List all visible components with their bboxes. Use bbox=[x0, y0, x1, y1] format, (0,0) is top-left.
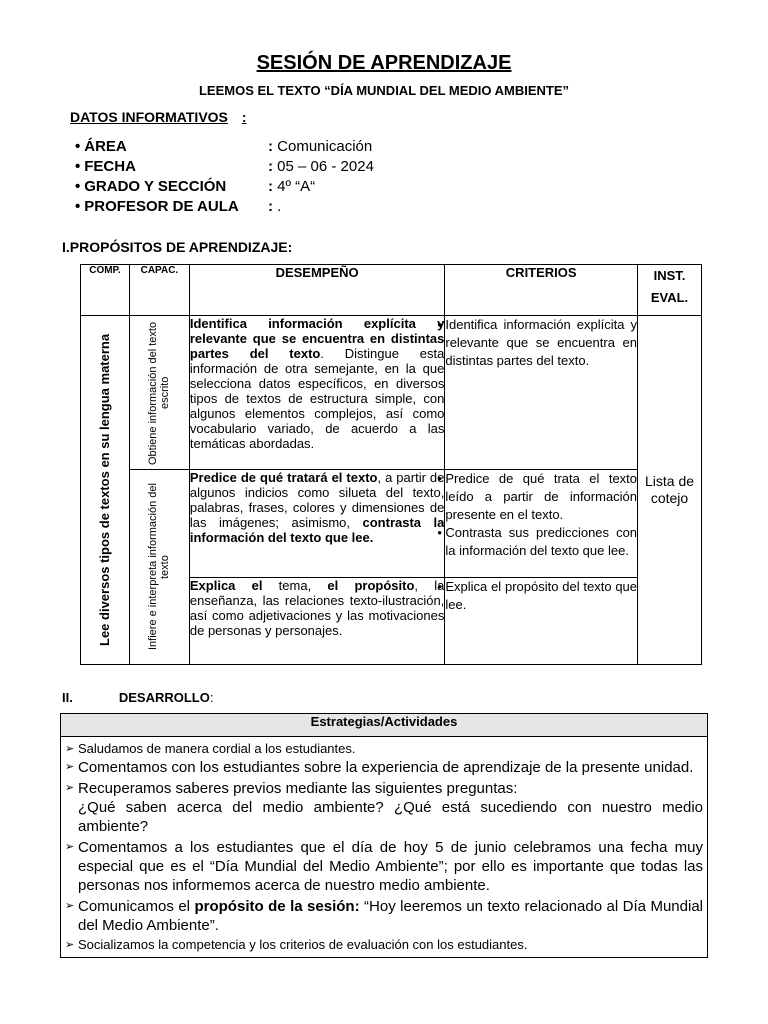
page-title: SESIÓN DE APRENDIZAJE bbox=[256, 52, 512, 74]
desempeno-cell-2: Predice de qué tratará el texto, a partir de algunos indicios como silueta del texto, palabras, frases, colores y dimensiones de las imágenes; asimismo, contrasta la información del texto que lee. bbox=[189, 470, 445, 578]
activity-question: ¿Qué saben acerca del medio ambiente? ¿Qué está sucediendo con nuestro medio ambiente? bbox=[78, 799, 703, 835]
datos-label: DATOS INFORMATIVOS bbox=[70, 109, 228, 125]
info-value: 4º “A“ bbox=[277, 178, 316, 195]
capacidad-text-2: Infiere e interpreta información del texto bbox=[147, 483, 172, 651]
section-propositos-heading: I.PROPÓSITOS DE APRENDIZAJE: bbox=[62, 239, 293, 255]
activity-item: ➢ Socializamos la competencia y los criterios de evaluación con los estudiantes. bbox=[65, 937, 703, 953]
col-inst-eval: INST. EVAL. bbox=[638, 265, 702, 316]
info-value: . bbox=[277, 198, 282, 215]
activity-item: ➢ Saludamos de manera cordial a los estudiantes. bbox=[65, 741, 703, 757]
capacidad-cell-2 bbox=[129, 470, 189, 665]
estrategias-header: Estrategias/Actividades bbox=[61, 714, 708, 737]
criterio-item: • Predice de qué trata el texto leído a partir de información presente en el texto. bbox=[445, 470, 637, 524]
info-label: • GRADO Y SECCIÓN bbox=[75, 178, 268, 195]
info-value: 05 – 06 - 2024 bbox=[277, 158, 374, 175]
criterio-item: • Identifica información explícita y relevante que se encuentra en distintas partes del texto. bbox=[445, 316, 637, 370]
info-label: • PROFESOR DE AULA bbox=[75, 198, 268, 215]
criterio-cell-3 bbox=[445, 578, 638, 665]
competencia-cell bbox=[81, 316, 130, 665]
desempeno-cell-3: Explica el tema, el propósito, la enseñanza, las relaciones texto-ilustración, así como adjetivaciones y las motivaciones de personas y personajes. bbox=[189, 578, 445, 665]
info-label: • ÁREA bbox=[75, 138, 268, 155]
desarrollo-table bbox=[60, 713, 708, 958]
col-criterios: CRITERIOS bbox=[445, 265, 638, 316]
info-value: Comunicación bbox=[277, 138, 373, 155]
estrategias-body bbox=[61, 737, 708, 958]
capacidad-text-1: Obtiene información del texto escrito bbox=[147, 320, 172, 465]
criterio-item: • Contrasta sus predicciones con la información del texto que lee. bbox=[445, 524, 637, 560]
datos-informativos-heading bbox=[70, 109, 247, 125]
activity-item: ➢ Recuperamos saberes previos mediante las siguientes preguntas: ¿Qué saben acerca del medio ambiente? ¿Qué está sucediendo con nuestro medio ambiente? bbox=[65, 779, 703, 836]
desempeno-cell-1: Identifica información explícita y relevante que se encuentra en distintas partes del texto. Distingue esta información de otra semejante, en la que selecciona datos específicos, en diversos tipos de textos de estructura simple, con algunos elementos complejos, así como vocabulario variado, de acuerdo a las temáticas abordadas. bbox=[189, 316, 445, 470]
col-capac: CAPAC. bbox=[129, 265, 189, 316]
instrumento-cell: Lista de cotejo bbox=[638, 316, 702, 665]
info-row-grado: • GRADO Y SECCIÓN : 4º “A“ bbox=[75, 178, 315, 195]
datos-colon: : bbox=[241, 109, 247, 125]
propositos-table bbox=[80, 264, 702, 665]
col-desempeno: DESEMPEÑO bbox=[189, 265, 445, 316]
activity-item: ➢ Comunicamos el propósito de la sesión: “Hoy leeremos un texto relacionado al Día Mundial del Medio Ambiente”. bbox=[65, 897, 703, 935]
criterio-cell-2 bbox=[445, 470, 638, 578]
criterio-item: • Explica el propósito del texto que lee. bbox=[445, 578, 637, 614]
activity-item: ➢ Comentamos con los estudiantes sobre la experiencia de aprendizaje de la presente unidad. bbox=[65, 758, 703, 777]
col-comp: COMP. bbox=[81, 265, 130, 316]
competencia-text: Lee diversos tipos de textos en su lengua materna bbox=[97, 333, 113, 647]
info-row-profesor: • PROFESOR DE AULA : . bbox=[75, 198, 281, 215]
info-row-area: • ÁREA : Comunicación bbox=[75, 138, 372, 155]
activity-item: ➢ Comentamos a los estudiantes que el día de hoy 5 de junio celebramos una fecha muy especial que es el “Día Mundial del Medio Ambiente”; por ello es importante que todas las personas nos informemos acerca de nuestro medio ambiente. bbox=[65, 838, 703, 895]
criterio-cell-1 bbox=[445, 316, 638, 470]
capacidad-cell-1 bbox=[129, 316, 189, 470]
info-row-fecha: • FECHA : 05 – 06 - 2024 bbox=[75, 158, 374, 175]
session-subtitle: LEEMOS EL TEXTO “DÍA MUNDIAL DEL MEDIO AMBIENTE” bbox=[198, 83, 570, 98]
section-desarrollo-heading: II. DESARROLLO: bbox=[62, 690, 214, 705]
info-label: • FECHA bbox=[75, 158, 268, 175]
